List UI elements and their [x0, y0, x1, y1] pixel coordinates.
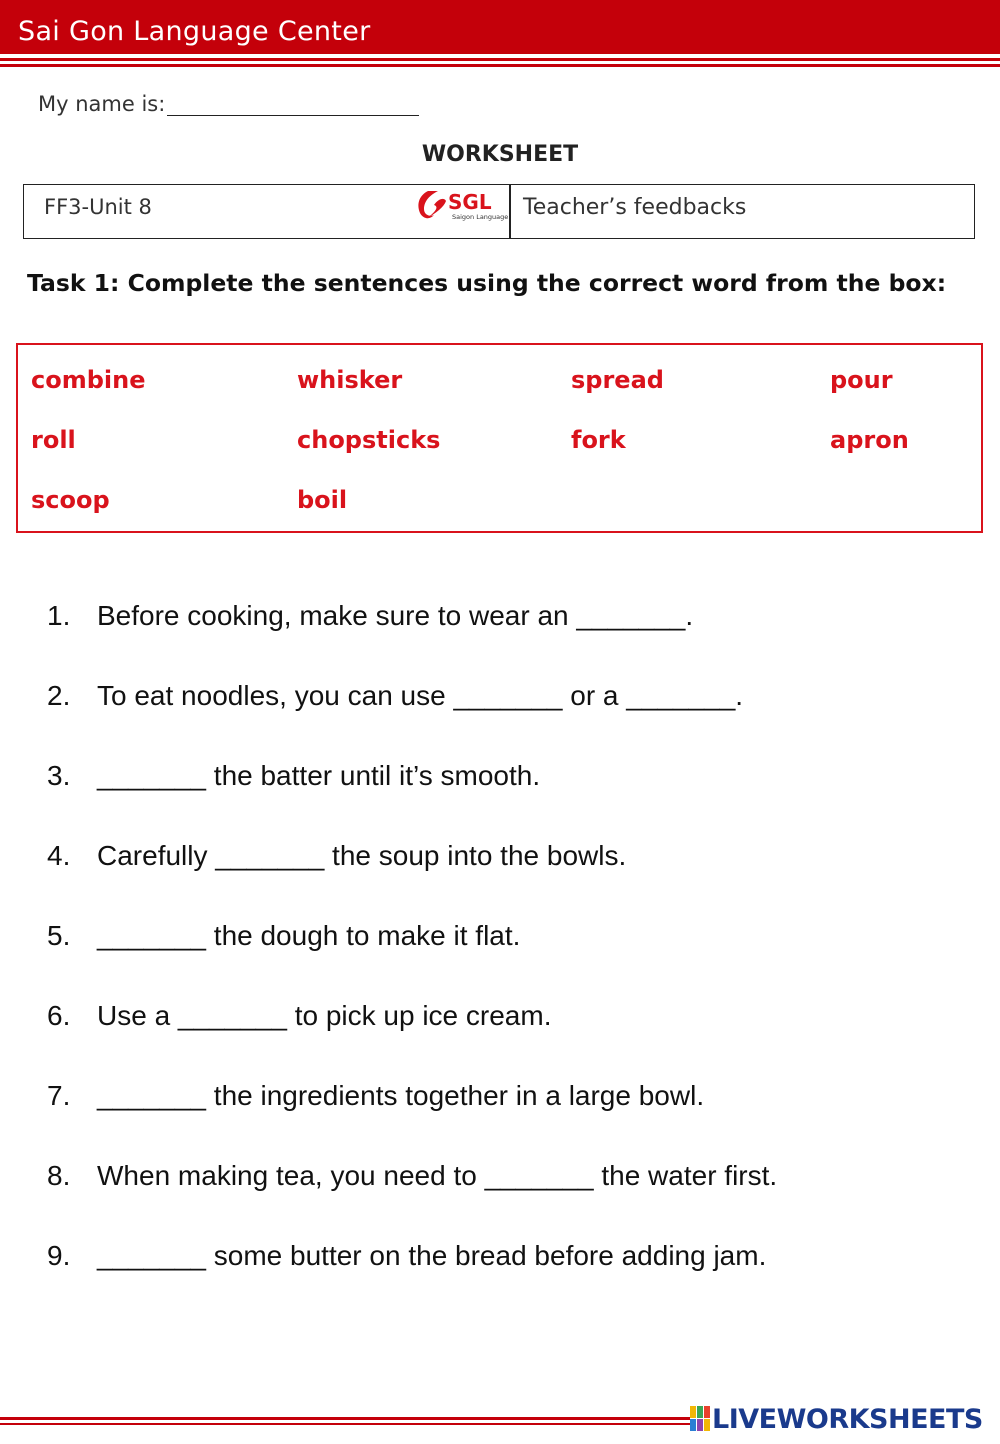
feedback-label: Teacher’s feedbacks — [523, 195, 747, 220]
word-apron: apron — [830, 426, 909, 454]
info-table — [23, 184, 975, 239]
name-blank[interactable] — [167, 93, 419, 116]
word-whisker: whisker — [297, 366, 403, 394]
liveworksheets-brand: LIVEWORKSHEETS — [712, 1404, 983, 1435]
sentence-2: 2. To eat noodles, you can use _______ or a _______. — [47, 680, 744, 711]
word-chopsticks: chopsticks — [297, 426, 441, 454]
header-divider-secondary — [0, 64, 1000, 67]
sentence-4: 4. Carefully _______ the soup into the bowls. — [47, 840, 627, 871]
word-roll: roll — [31, 426, 76, 454]
info-divider — [509, 185, 511, 238]
word-boil: boil — [297, 486, 348, 514]
liveworksheets-blocks-icon — [690, 1406, 710, 1432]
footer-divider-secondary — [0, 1423, 690, 1425]
liveworksheets-logo — [690, 1404, 990, 1434]
worksheet-title: WORKSHEET — [421, 142, 579, 167]
header-divider — [0, 58, 1000, 61]
word-spread: spread — [571, 366, 664, 394]
sgl-logo — [414, 185, 510, 225]
sentence-8: 8. When making tea, you need to _______ the water first. — [47, 1160, 778, 1191]
name-field — [38, 92, 419, 116]
sentence-1: 1. Before cooking, make sure to wear an _______. — [47, 600, 694, 631]
name-label: My name is: — [38, 92, 166, 116]
word-fork: fork — [571, 426, 626, 454]
word-box — [16, 343, 983, 533]
word-scoop: scoop — [31, 486, 110, 514]
header-title: Sai Gon Language Center — [18, 16, 371, 47]
word-combine: combine — [31, 366, 146, 394]
header-bar — [0, 0, 1000, 54]
logo-text: SGL — [448, 190, 492, 214]
footer-divider — [0, 1417, 690, 1420]
unit-label: FF3-Unit 8 — [44, 195, 152, 219]
logo-subtext: Saigon Language — [452, 213, 509, 221]
sentence-7: 7. _______ the ingredients together in a large bowl. — [47, 1080, 705, 1111]
word-pour: pour — [830, 366, 893, 394]
sentence-9: 9. _______ some butter on the bread before adding jam. — [47, 1240, 767, 1271]
sentence-6: 6. Use a _______ to pick up ice cream. — [47, 1000, 552, 1031]
task-1-title: Task 1: Complete the sentences using the correct word from the box: — [27, 269, 947, 297]
sentence-3: 3. _______ the batter until it’s smooth. — [47, 760, 541, 791]
sentence-5: 5. _______ the dough to make it flat. — [47, 920, 521, 951]
